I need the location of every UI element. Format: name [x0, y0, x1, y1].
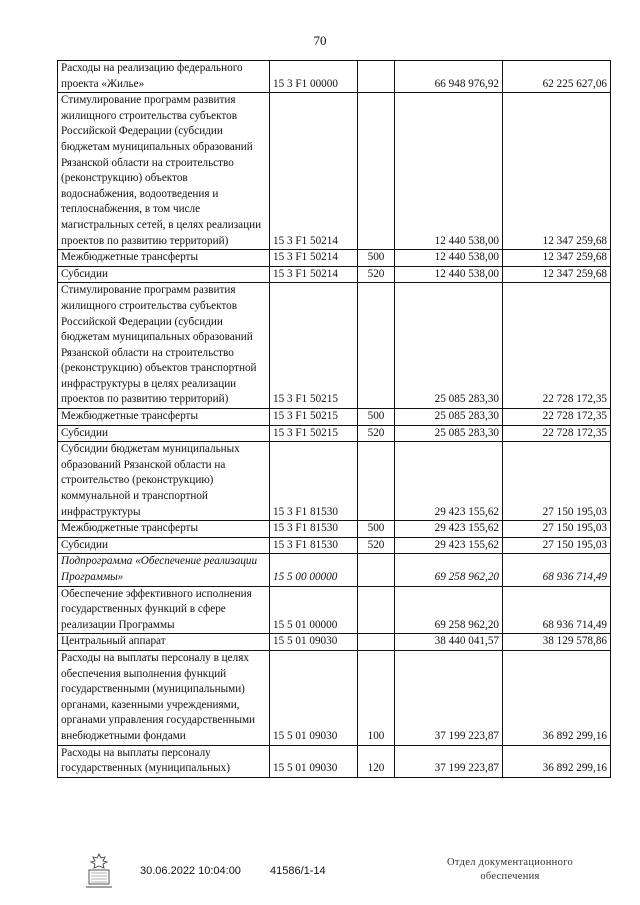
row-sum-2021-cell: 69 258 962,20: [395, 586, 503, 634]
row-sum-executed-cell: 27 150 195,03: [503, 521, 611, 538]
row-sum-2021-cell: 25 085 283,30: [395, 409, 503, 426]
row-sum-executed-cell: 36 892 299,16: [503, 745, 611, 777]
table-row: [58, 586, 611, 634]
footer-department: [430, 856, 590, 884]
row-sum-executed-cell: 68 936 714,49: [503, 586, 611, 634]
budget-table-body: [58, 61, 611, 778]
row-sum-executed-cell: 36 892 299,16: [503, 650, 611, 745]
row-type-cell: 100: [358, 650, 395, 745]
coat-of-arms-icon: [82, 852, 116, 890]
row-sum-2021-cell: 25 085 283,30: [395, 425, 503, 442]
row-name-cell: Обеспечение эффективного исполнения государственных функций в сфере реализации Программы: [58, 586, 270, 634]
row-sum-executed-cell: 68 936 714,49: [503, 554, 611, 586]
row-sum-2021-cell: 37 199 223,87: [395, 650, 503, 745]
row-code-cell: 15 5 01 09030: [270, 745, 358, 777]
row-sum-2021-cell: 29 423 155,62: [395, 442, 503, 521]
row-code-cell: 15 3 F1 50215: [270, 283, 358, 409]
row-name-cell: Межбюджетные трансферты: [58, 250, 270, 267]
row-sum-executed-cell: 22 728 172,35: [503, 283, 611, 409]
row-sum-executed-cell: 27 150 195,03: [503, 537, 611, 554]
row-sum-2021-cell: 12 440 538,00: [395, 266, 503, 283]
table-row: [58, 425, 611, 442]
row-name-cell: Подпрограмма «Обеспечение реализации Программы»: [58, 554, 270, 586]
table-row: [58, 537, 611, 554]
footer-datetime: 30.06.2022 10:04:00: [140, 865, 241, 877]
row-type-cell: 500: [358, 521, 395, 538]
row-sum-executed-cell: 12 347 259,68: [503, 250, 611, 267]
row-name-cell: Субсидии: [58, 537, 270, 554]
row-type-cell: 520: [358, 266, 395, 283]
row-type-cell: [358, 283, 395, 409]
row-type-cell: [358, 93, 395, 250]
footer-department-line2: обеспечения: [480, 871, 540, 882]
row-sum-2021-cell: 69 258 962,20: [395, 554, 503, 586]
row-name-cell: Субсидии: [58, 425, 270, 442]
row-sum-executed-cell: 38 129 578,86: [503, 634, 611, 651]
table-row: [58, 554, 611, 586]
row-name-cell: Расходы на выплаты персоналу государственных (муниципальных): [58, 745, 270, 777]
row-type-cell: 520: [358, 425, 395, 442]
row-type-cell: 500: [358, 409, 395, 426]
row-code-cell: 15 3 F1 81530: [270, 442, 358, 521]
table-row: [58, 745, 611, 777]
row-code-cell: 15 3 F1 50215: [270, 425, 358, 442]
row-sum-2021-cell: 66 948 976,92: [395, 61, 503, 93]
row-sum-2021-cell: 25 085 283,30: [395, 283, 503, 409]
row-name-cell: Межбюджетные трансферты: [58, 521, 270, 538]
row-code-cell: 15 3 F1 81530: [270, 537, 358, 554]
row-sum-executed-cell: 62 225 627,06: [503, 61, 611, 93]
row-name-cell: Субсидии: [58, 266, 270, 283]
page-number: 70: [313, 33, 327, 48]
row-sum-2021-cell: 37 199 223,87: [395, 745, 503, 777]
row-name-cell: Стимулирование программ развития жилищного строительства субъектов Российской Федерации (субсидии бюджетам муниципальных образований Рязанской области на строительство (реконструкцию) объектов транспортной инфраструктуры в целях реализации проектов по развитию территорий): [58, 283, 270, 409]
row-type-cell: 500: [358, 250, 395, 267]
row-code-cell: 15 5 00 00000: [270, 554, 358, 586]
footer-doc-number: 41586/1-14: [270, 865, 326, 877]
row-code-cell: 15 3 F1 00000: [270, 61, 358, 93]
row-name-cell: Межбюджетные трансферты: [58, 409, 270, 426]
row-sum-2021-cell: 29 423 155,62: [395, 537, 503, 554]
table-row: [58, 650, 611, 745]
row-sum-2021-cell: 12 440 538,00: [395, 250, 503, 267]
table-row: [58, 409, 611, 426]
row-sum-executed-cell: 22 728 172,35: [503, 409, 611, 426]
table-row: [58, 93, 611, 250]
row-name-cell: Стимулирование программ развития жилищного строительства субъектов Российской Федерации (субсидии бюджетам муниципальных образований Рязанской области на строительство (реконструкцию) объектов водоснабжения, водоотведения и теплоснабжения, в том числе магистральных сетей, в целях реализации проектов по развитию территорий): [58, 93, 270, 250]
row-name-cell: Субсидии бюджетам муниципальных образований Рязанской области на строительство (реконструкцию) коммунальной и транспортной инфраструктуры: [58, 442, 270, 521]
row-code-cell: 15 3 F1 81530: [270, 521, 358, 538]
table-row: [58, 521, 611, 538]
row-code-cell: 15 5 01 00000: [270, 586, 358, 634]
table-row: [58, 634, 611, 651]
row-sum-executed-cell: 12 347 259,68: [503, 266, 611, 283]
row-type-cell: 520: [358, 537, 395, 554]
row-sum-2021-cell: 12 440 538,00: [395, 93, 503, 250]
row-code-cell: 15 3 F1 50214: [270, 93, 358, 250]
budget-table: [57, 60, 611, 778]
row-code-cell: 15 3 F1 50214: [270, 266, 358, 283]
row-type-cell: [358, 442, 395, 521]
table-row: [58, 250, 611, 267]
table-row: [58, 266, 611, 283]
row-sum-2021-cell: 38 440 041,57: [395, 634, 503, 651]
row-sum-executed-cell: 12 347 259,68: [503, 93, 611, 250]
row-name-cell: Расходы на реализацию федерального проекта «Жилье»: [58, 61, 270, 93]
row-code-cell: 15 5 01 09030: [270, 634, 358, 651]
row-name-cell: Расходы на выплаты персоналу в целях обеспечения выполнения функций государственными (муниципальными) органами, казенными учреждениями, органами управления государственными внебюджетными фондами: [58, 650, 270, 745]
table-row: [58, 442, 611, 521]
row-type-cell: [358, 554, 395, 586]
table-row: [58, 61, 611, 93]
row-sum-executed-cell: 27 150 195,03: [503, 442, 611, 521]
page-footer: [0, 852, 640, 892]
table-row: [58, 283, 611, 409]
row-code-cell: 15 3 F1 50215: [270, 409, 358, 426]
row-type-cell: [358, 61, 395, 93]
row-type-cell: 120: [358, 745, 395, 777]
row-type-cell: [358, 586, 395, 634]
row-sum-executed-cell: 22 728 172,35: [503, 425, 611, 442]
row-name-cell: Центральный аппарат: [58, 634, 270, 651]
footer-department-line1: Отдел документационного: [446, 857, 574, 868]
row-code-cell: 15 3 F1 50214: [270, 250, 358, 267]
row-code-cell: 15 5 01 09030: [270, 650, 358, 745]
row-type-cell: [358, 634, 395, 651]
row-sum-2021-cell: 29 423 155,62: [395, 521, 503, 538]
